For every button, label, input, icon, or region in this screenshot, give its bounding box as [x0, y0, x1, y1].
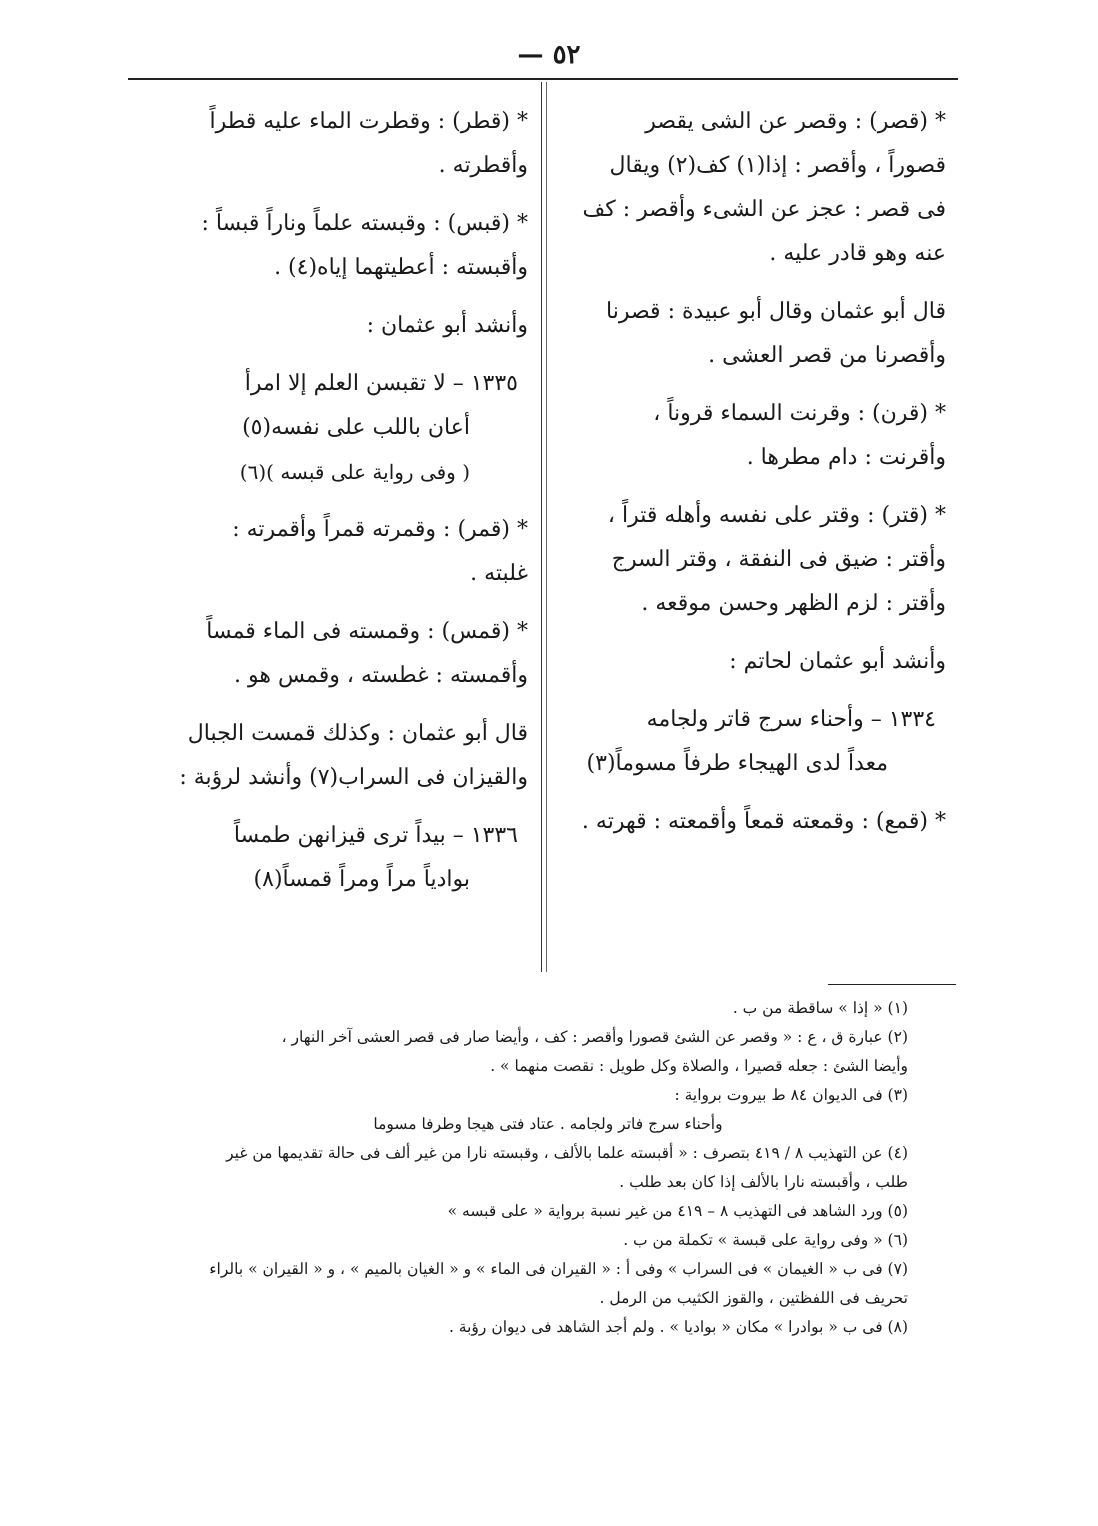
entry-paragraph: [560, 392, 946, 480]
footnote: تحريف فى اللفظتين ، والقوز الكثيب من الرمل .: [599, 1289, 908, 1307]
text-line: والقيزان فى السراب(٧) وأنشد لرؤبة :: [179, 765, 528, 790]
text-line: غلبته .: [470, 561, 528, 586]
footnote: (٣) فى الديوان ٨٤ ط بيروت برواية :: [674, 1086, 908, 1104]
entry-paragraph: [132, 100, 528, 188]
entry-paragraph: [132, 508, 528, 596]
text-line: قال أبو عثمان وقال أبو عبيدة : قصرنا: [606, 299, 946, 324]
text-line: فى قصر : عجز عن الشىء وأقصر : كف: [582, 197, 946, 222]
entry-paragraph: [560, 494, 946, 626]
text-line: عنه وهو قادر عليه .: [769, 241, 946, 266]
entry-paragraph: [132, 202, 528, 290]
text-line: قصوراً ، وأقصر : إذا(١) كف(٢) ويقال: [609, 153, 946, 178]
text-line: * (قمع) : وقمعته قمعاً وأقمعته : قهرته .: [581, 809, 946, 834]
text-line: قال أبو عثمان : وكذلك قمست الجبال: [187, 721, 528, 746]
entry-paragraph: [560, 800, 946, 844]
footnote: (١) « إذا » ساقطة من ب .: [732, 999, 908, 1017]
column-divider: [541, 82, 542, 972]
text-line: * (قصر) : وقصر عن الشى يقصر: [645, 109, 946, 134]
verse-block: [560, 698, 946, 786]
page-number: — ٥٢: [517, 40, 581, 70]
entry-paragraph: [132, 304, 528, 348]
footnote: طلب ، وأقبسته نارا بالألف إذا كان بعد طلب .: [619, 1173, 908, 1191]
verse-line: أعان باللب على نفسه(٥): [242, 415, 470, 440]
verse-block: [132, 814, 528, 902]
text-line: * (قبس) : وقبسته علماً وناراً قبساً :: [201, 211, 528, 236]
text-line: * (قرن) : وقرنت السماء قروناً ،: [653, 401, 946, 426]
top-rule: [128, 78, 958, 80]
footnote: (٤) عن التهذيب ٨ / ٤١٩ بتصرف : « أقبسته علما بالألف ، وقبسته نارا من غير ألف فى حالة تقديمها من غير: [226, 1144, 908, 1162]
column-divider-secondary: [546, 82, 547, 972]
right-column: [560, 100, 946, 858]
verse-line: ١٣٣٦ – بيداً ترى قيزانهن طمساً: [233, 823, 518, 848]
text-line: * (قتر) : وقتر على نفسه وأهله قتراً ،: [607, 503, 946, 528]
verse-line: بوادياً مراً ومراً قمساً(٨): [253, 867, 470, 892]
footnote: (٨) فى ب « بوادرا » مكان « بواديا » . ولم أجد الشاهد فى ديوان رؤبة .: [448, 1318, 908, 1336]
left-column: [132, 100, 528, 916]
footnote: (٧) فى ب « الغيمان » فى السراب » وفى أ : « القيران فى الماء » و « الغيان بالميم » ، و « القيران » بالراء: [209, 1260, 908, 1278]
text-line: وأقتر : لزم الظهر وحسن موقعه .: [641, 591, 946, 616]
text-line: وأنشد أبو عثمان :: [366, 313, 528, 338]
verse-block: [132, 362, 528, 494]
verse-line: ١٣٣٤ – وأحناء سرج قاتر ولجامه: [646, 707, 936, 732]
text-line: * (قمر) : وقمرته قمراً وأقمرته :: [232, 517, 528, 542]
verse-line: معداً لدى الهيجاء طرفاً مسوماً(٣): [586, 751, 888, 776]
entry-paragraph: [560, 290, 946, 378]
footnote: (٦) « وفى رواية على قبسة » تكملة من ب .: [623, 1231, 908, 1249]
footnote: وأيضا الشئ : جعله قصيرا ، والصلاة وكل طويل : نقصت منهما » .: [490, 1057, 908, 1075]
text-line: وأقتر : ضيق فى النفقة ، وقتر السرج: [611, 547, 946, 572]
text-line: * (قمس) : وقمسته فى الماء قمساً: [206, 619, 528, 644]
footnote-rule: [828, 984, 956, 985]
footnote: (٥) ورد الشاهد فى التهذيب ٨ – ٤١٩ من غير نسبة برواية « على قبسه »: [447, 1202, 908, 1220]
text-line: وأقمسته : غطسته ، وقمس هو .: [234, 663, 528, 688]
verse-line: ( وفى رواية على قبسه )(٦): [239, 460, 470, 484]
text-line: وأقبسته : أعطيتهما إياه(٤) .: [274, 255, 528, 280]
text-line: وأقطرته .: [438, 153, 528, 178]
text-line: * (قطر) : وقطرت الماء عليه قطراً: [209, 109, 528, 134]
footnotes: [128, 994, 908, 1342]
entry-paragraph: [560, 640, 946, 684]
entry-paragraph: [132, 610, 528, 698]
footnote: (٢) عبارة ق ، ع : « وقصر عن الشئ قصورا وأقصر : كف ، وأيضا صار فى قصر العشى آخر النهار ،: [281, 1028, 908, 1046]
verse-line: ١٣٣٥ – لا تقبسن العلم إلا امرأ: [244, 371, 518, 396]
text-line: وأقرنت : دام مطرها .: [746, 445, 946, 470]
entry-paragraph: [560, 100, 946, 276]
footnote: وأحناء سرج فاتر ولجامه . عتاد فتى هيجا وطرفا مسوما: [373, 1115, 723, 1133]
text-line: وأنشد أبو عثمان لحاتم :: [729, 649, 946, 674]
entry-paragraph: [132, 712, 528, 800]
text-line: وأقصرنا من قصر العشى .: [708, 343, 946, 368]
